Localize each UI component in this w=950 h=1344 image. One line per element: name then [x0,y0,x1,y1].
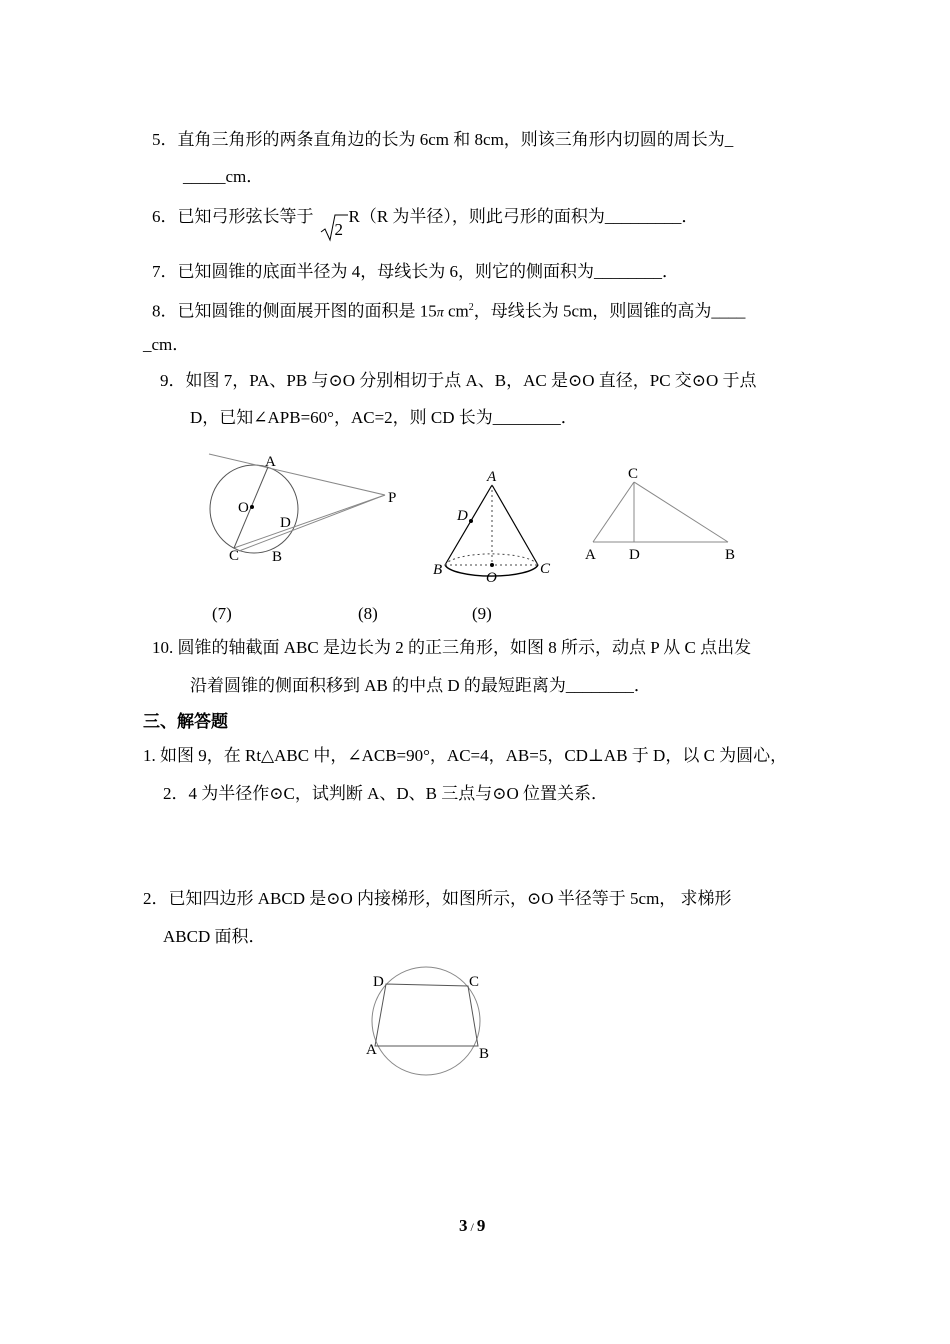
generatrix-ac [492,485,538,565]
q8-line1 [152,298,745,324]
label-d: D [373,974,384,990]
q9-line2: D，已知∠APB=60°，AC=2，则 CD 长为________． [190,408,578,427]
label-a: A [487,469,497,485]
tangent-pb [239,495,385,551]
label-p: P [388,490,397,506]
label-b: B [479,1046,490,1062]
q5-line1: 5．直角三角形的两条直角边的长为 6cm 和 8cm，则该三角形内切圆的周长为_ [152,130,734,149]
s2-line2: ABCD 面积． [163,927,266,946]
q7-line: 7．已知圆锥的底面半径为 4，母线长为 6，则它的侧面积为________． [152,262,679,281]
side-ac [593,482,634,542]
s1-line2: 2．4 为半径作⊙C，试判断 A、D、B 三点与⊙O 位置关系． [163,784,608,803]
figure-8 [425,465,565,590]
q10-line1: 10. 圆锥的轴截面 ABC 是边长为 2 的正三角形，如图 8 所示，动点 P 从 C 点出发 [152,638,752,657]
label-o: O [238,500,249,516]
page-number [459,1216,485,1237]
trapezoid-abcd [375,984,478,1046]
q9-line1: 9．如图 7，PA、PB 与⊙O 分别相切于点 A、B，AC 是⊙O 直径，PC 交⊙O 于点 [160,371,757,390]
caption-9: (9) [472,604,492,623]
q8-text-c: ，母线长为 5cm，则圆锥的高为____ [473,301,746,321]
q6-radicand: 2 [334,220,343,239]
figure-trapezoid [360,960,500,1085]
total-pages: 9 [476,1216,486,1235]
current-page: 3 [459,1216,468,1235]
page-separator: / [470,1220,474,1234]
q8-superscript: 2 [468,302,474,313]
label-b: B [725,547,736,563]
label-b: B [272,549,283,565]
label-d: D [457,508,468,524]
q10-line2: 沿着圆锥的侧面积移到 AB 的中点 D 的最短距离为________． [190,676,651,695]
label-a: A [265,454,276,470]
point-d [469,519,473,523]
point-o [490,563,494,567]
tangent-pa [209,454,385,495]
s2-line1: 2．已知四边形 ABCD 是⊙O 内接梯形，如图所示，⊙O 半径等于 5cm， 求梯形 [143,889,732,908]
figure-9 [580,460,740,565]
q8-pi: π [436,305,444,321]
circle-o [372,967,480,1075]
s1-line1: 1. 如图 9，在 Rt△ABC 中，∠ACB=90°，AC=4，AB=5，CD⊥AB 于 D，以 C 为圆心， [143,746,788,765]
sqrt-symbol [320,213,348,243]
secant-pc [234,495,385,548]
caption-8: (8) [358,604,378,623]
circle-o [210,465,298,553]
radical-sign-icon [320,213,348,243]
label-a: A [585,547,596,563]
q8-text-b: cm [443,301,469,321]
generatrix-ab [445,485,492,565]
q6-line [152,203,699,239]
label-c: C [540,561,551,577]
label-d: D [280,515,291,531]
q6-prefix: 6．已知弓形弦长等于 [152,206,314,226]
side-cb [634,482,728,542]
figure-7 [195,450,410,565]
label-c: C [469,974,480,990]
label-o: O [486,570,497,586]
label-d: D [629,547,640,563]
center-point-o [250,505,254,509]
q5-line2: _____cm． [183,167,264,186]
q8-line2: _cm． [143,335,190,354]
label-a: A [366,1042,377,1058]
q6-suffix: R（R 为半径），则此弓形的面积为_________． [348,206,699,226]
label-b: B [433,562,443,578]
label-c: C [628,466,639,482]
label-c: C [229,548,240,564]
caption-7: (7) [212,604,232,623]
q8-text-a: 8．已知圆锥的侧面展开图的面积是 15 [152,301,437,321]
section-3-title: 三、解答题 [143,712,228,732]
